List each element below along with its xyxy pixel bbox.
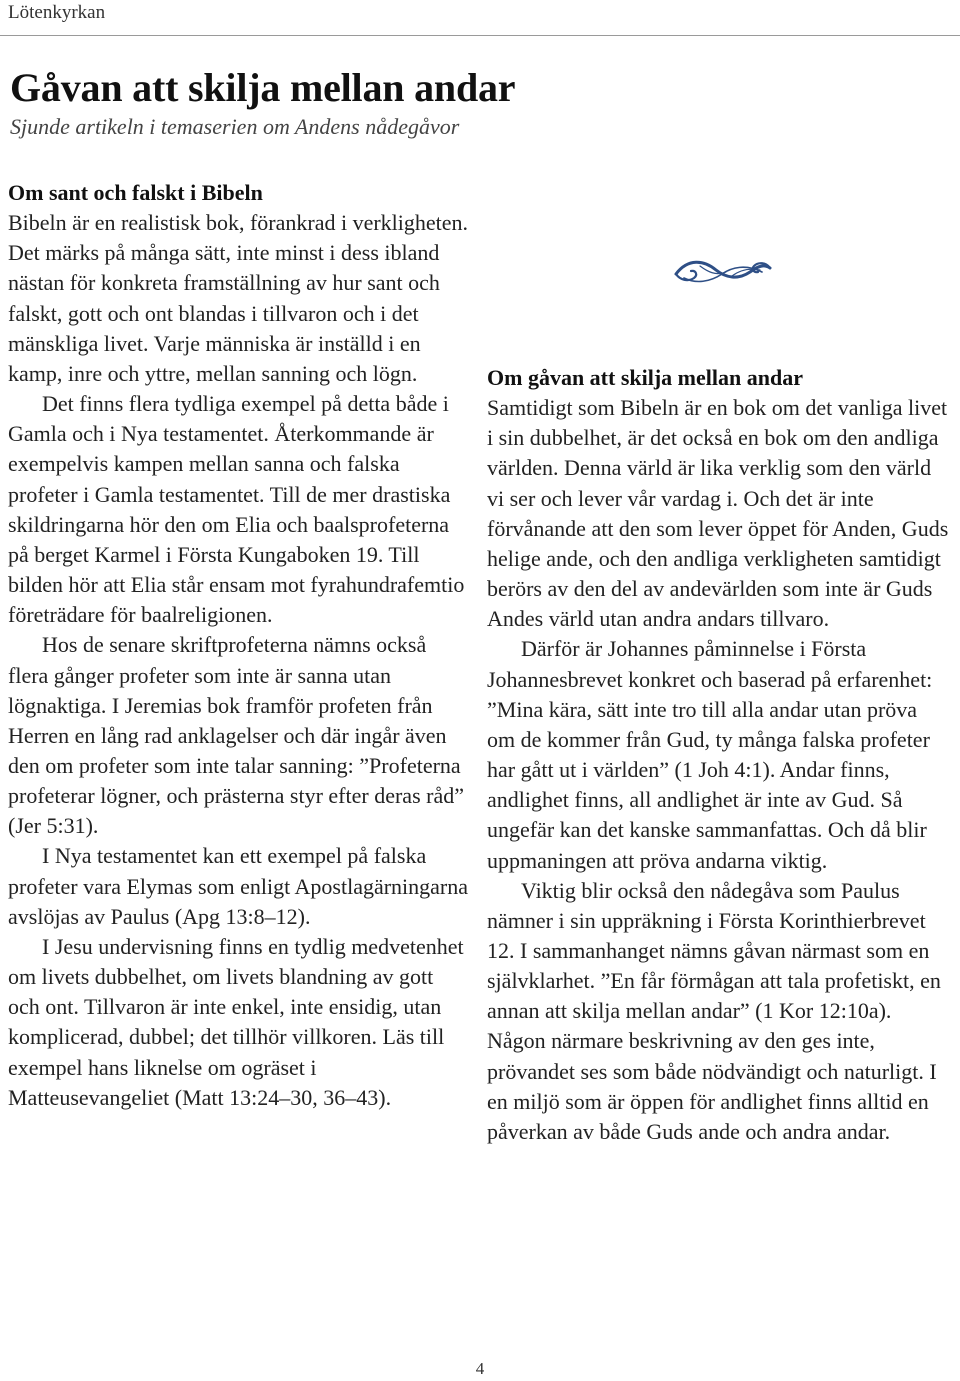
section-heading-sant-falskt: Om sant och falskt i Bibeln — [8, 180, 263, 205]
paragraph: Hos de senare skriftprofeterna nämns också flera gånger profeter som inte är sanna utan lögnaktiga. I Jeremias bok framför profeten från Herren en lång rad anklagelser och där ingår även den om profeter som inte talar sanning: ”Profeterna profeterar lögner, och prästerna styr efter deras råd” (Jer 5:31). — [8, 632, 464, 839]
paragraph: Viktig blir också den nådegåva som Paulus nämner i sin uppräkning i Första Korinthierbrevet 12. I sammanhanget nämns gåvan närmast som en självklarhet. ”En får förmågan att tala profetiskt, en annan att skilja mellan andar” (1 Kor 12:10a). Någon närmare beskrivning av den ges inte, prövandet ses som både nödvändigt och naturligt. I en miljö som är öppen för andlighet finns alltid en påverkan av både Guds ande och andra andar. — [487, 877, 941, 1144]
paragraph: Bibeln är en realistisk bok, förankrad i verkligheten. Det märks på många sätt, inte minst i dess ibland nästan för konkreta framställning av hur sant och falskt, gott och ont blandas i tillvaron och i det mänskliga livet. Varje människa är inställd i en kamp, inre och yttre, mellan sanning och lögn. — [8, 210, 469, 386]
paragraph: Det finns flera tydliga exempel på detta både i Gamla och i Nya testamentet. Återkommande är exempelvis kampen mellan sanna och falska profeter i Gamla testamentet. Till de mer drastiska skildringarna hör den om Elia och baalsprofeterna på berget Karmel i Första Kungaboken 19. Till bilden hör att Elia står ensam mot fyrahundrafemtio företrädare för baalreligionen. — [8, 391, 465, 628]
page-number: 4 — [475, 1359, 485, 1378]
paragraph: Samtidigt som Bibeln är en bok om det vanliga livet i sin dubbelhet, är det också en bok om den andliga världen. Denna värld är lika verklig som den värld vi ser och lever vår vardag i. Och det är inte förvånande att den som lever öppet för Anden, Guds helige ande, och den andliga verkligheten samtidigt berörs av den del av andevärlden som inte är Guds Andes värld utan andra andars tillvaro. — [487, 395, 949, 632]
publication-name: Lötenkyrkan — [8, 2, 106, 23]
paragraph: I Jesu undervisning finns en tydlig medvetenhet om livets dubbelhet, om livets blandning av gott och ont. Tillvaron är inte enkel, inte ensidig, utan komplicerad, dubbel; det tillhör villkoren. Läs till exempel hans liknelse om ogräset i Matteusevangeliet (Matt 13:24–30, 36–43). — [8, 933, 464, 1110]
section-heading-gavan: Om gåvan att skilja mellan andar — [487, 365, 803, 390]
paragraph: I Nya testamentet kan ett exempel på falska profeter vara Elymas som enligt Apostlagärningarna avslöjas av Paulus (Apg 13:8–12). — [8, 843, 469, 929]
article-subtitle: Sjunde artikeln i temaserien om Andens nådegåvor — [10, 114, 460, 139]
article-title: Gåvan att skilja mellan andar — [10, 65, 516, 110]
right-column — [487, 363, 949, 1147]
paragraph: Därför är Johannes påminnelse i Första Johannesbrevet konkret och baserad på erfarenhet: ”Mina kära, sätt inte tro till alla andar utan pröva om de kommer från Gud, ty många falska profeter har gått ut i världen” (1 Joh 4:1). Andar finns, andlighet finns, all andlighet är inte av Gud. Så ungefär kan det kanske sammanfattas. Och då blir uppmaningen att pröva andarna viktig. — [487, 636, 933, 873]
header-divider — [0, 35, 960, 36]
left-column — [8, 178, 470, 1113]
flourish-ornament-icon — [670, 252, 774, 290]
